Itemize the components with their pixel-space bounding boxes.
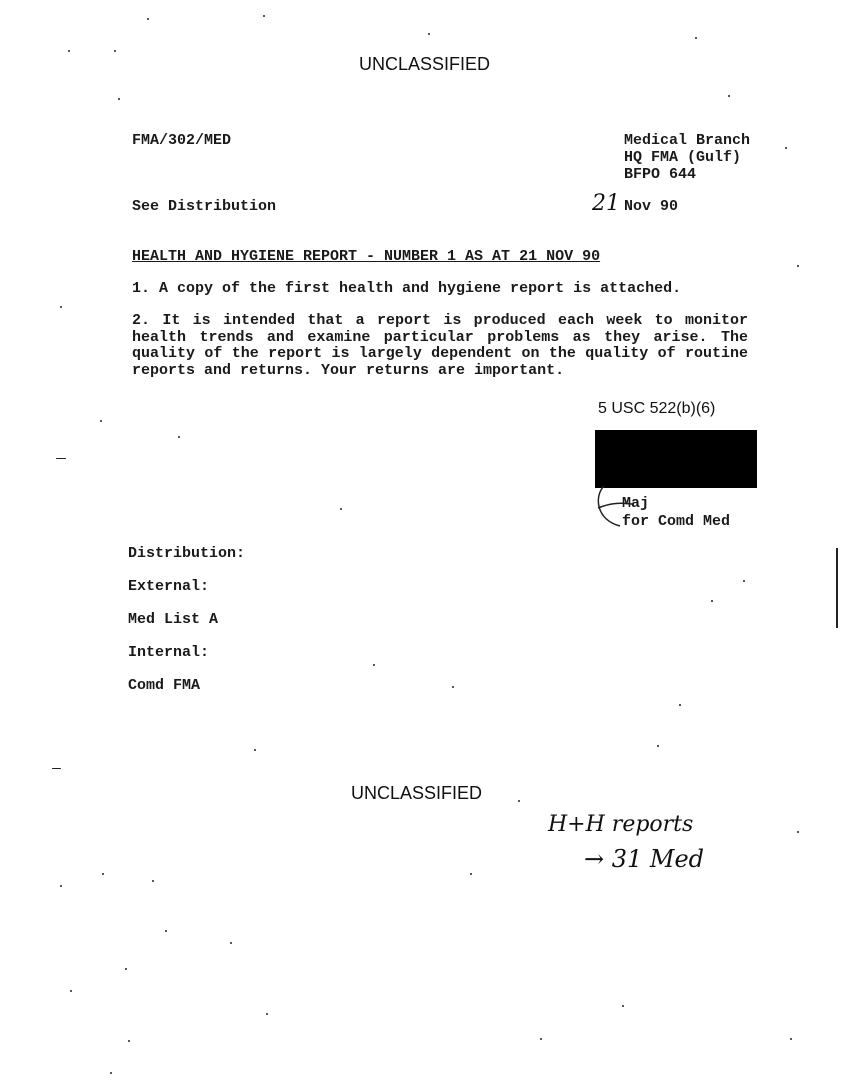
scan-speck (128, 1040, 130, 1042)
handwritten-note-line-1: H+H reports (548, 812, 694, 837)
address-line: BFPO 644 (624, 166, 697, 183)
scan-speck (102, 873, 104, 875)
paragraph-1: 1. A copy of the first health and hygiene report is attached. (132, 280, 682, 297)
scan-speck (263, 15, 265, 17)
scan-speck (60, 306, 62, 308)
internal-label: Internal: (128, 644, 210, 661)
scan-speck (100, 420, 102, 422)
handwritten-note-line-2: → 31 Med (584, 845, 705, 873)
scan-speck (52, 768, 61, 769)
scan-speck (470, 873, 472, 875)
distribution-heading: Distribution: (128, 545, 246, 562)
scan-speck (657, 745, 659, 747)
scan-speck (147, 18, 149, 20)
signatory-role: for Comd Med (622, 513, 731, 530)
scan-speck (518, 800, 520, 802)
scan-speck (711, 600, 713, 602)
classification-top: UNCLASSIFIED (359, 54, 491, 74)
signatory-rank: Maj (622, 495, 650, 512)
scan-speck (340, 508, 342, 510)
scan-speck (68, 50, 70, 52)
document-date: Nov 90 (624, 198, 679, 215)
scan-speck (70, 990, 72, 992)
scan-speck (428, 33, 430, 35)
scan-speck (797, 265, 799, 267)
scan-speck (785, 147, 787, 149)
scan-speck (125, 968, 127, 970)
scan-speck (110, 1072, 112, 1074)
classification-bottom: UNCLASSIFIED (351, 783, 483, 803)
address-line: Medical Branch (624, 132, 751, 149)
scan-speck (373, 664, 375, 666)
scan-speck (152, 880, 154, 882)
scan-speck (452, 686, 454, 688)
external-list: Med List A (128, 611, 219, 628)
scan-speck (178, 436, 180, 438)
scan-edge-mark (836, 548, 838, 628)
scan-speck (118, 98, 120, 100)
scan-speck (743, 580, 745, 582)
scan-speck (695, 37, 697, 39)
scan-speck (165, 930, 167, 932)
redaction-block (595, 430, 757, 488)
scan-speck (622, 1005, 624, 1007)
paragraph-2: 2. It is intended that a report is produced each week to monitor health trends and examine particular problems as they arise. The quality of the report is largely dependent on the quality of routine reports and returns. Your returns are important. (132, 312, 748, 379)
scan-speck (60, 885, 62, 887)
scan-speck (679, 704, 681, 706)
exemption-code: 5 USC 522(b)(6) (598, 400, 716, 417)
address-line: HQ FMA (Gulf) (624, 149, 742, 166)
scan-speck (254, 749, 256, 751)
external-label: External: (128, 578, 210, 595)
handwritten-date-day: 21 (592, 191, 620, 216)
scan-speck (56, 458, 66, 459)
scan-speck (230, 942, 232, 944)
scan-speck (728, 95, 730, 97)
sender-address (624, 132, 750, 183)
reference-number: FMA/302/MED (132, 132, 232, 149)
scan-speck (266, 1013, 268, 1015)
scan-speck (790, 1038, 792, 1040)
scan-speck (114, 50, 116, 52)
internal-list: Comd FMA (128, 677, 201, 694)
report-title: HEALTH AND HYGIENE REPORT - NUMBER 1 AS AT 21 NOV 90 (132, 248, 601, 265)
scan-speck (797, 831, 799, 833)
scan-speck (540, 1038, 542, 1040)
recipient-line: See Distribution (132, 198, 277, 215)
